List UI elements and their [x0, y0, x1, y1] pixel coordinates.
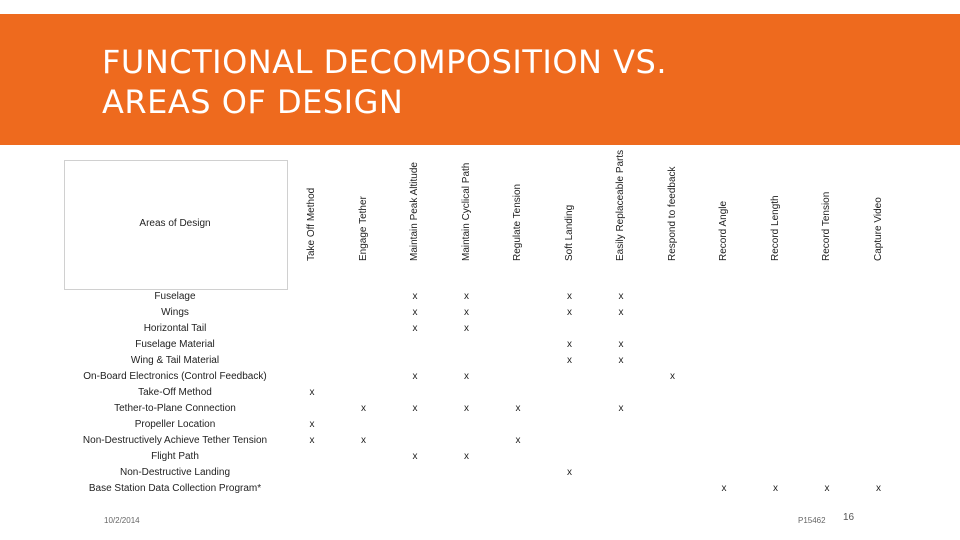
- table-mark: x: [464, 403, 469, 414]
- column-header-label: Regulate Tension: [512, 183, 523, 261]
- slide-title-line-2: AREAS OF DESIGN: [102, 83, 404, 121]
- table-mark: x: [309, 419, 315, 430]
- table-mark: x: [412, 371, 418, 382]
- row-label: Take-Off Method: [138, 387, 212, 398]
- table-mark: x: [464, 323, 469, 334]
- page-number: 16: [843, 512, 855, 523]
- table-mark: x: [567, 339, 572, 350]
- table-mark: x: [412, 307, 418, 318]
- table-mark: x: [309, 435, 315, 446]
- table-mark: x: [567, 467, 572, 478]
- row-label: Non-Destructive Landing: [119, 467, 231, 478]
- row-label: Fuselage Material: [135, 339, 215, 350]
- row-label: Horizontal Tail: [143, 323, 207, 334]
- table-mark: x: [464, 451, 469, 462]
- table-mark: x: [670, 371, 675, 382]
- column-header-label: Maintain Cyclical Path: [460, 162, 472, 261]
- row-label: Propeller Location: [134, 419, 216, 430]
- table-mark: x: [515, 435, 521, 446]
- column-header-label: Take Off Method: [306, 187, 317, 261]
- table-mark: x: [464, 307, 469, 318]
- table-mark: x: [412, 451, 418, 462]
- column-header-label: Record Angle: [718, 200, 729, 261]
- table-mark: x: [618, 355, 624, 366]
- footer-date: 10/2/2014: [104, 516, 140, 525]
- table-mark: x: [618, 403, 624, 414]
- column-header-label: Record Tension: [821, 191, 832, 261]
- table-mark: x: [618, 307, 624, 318]
- row-label: Wings: [161, 307, 189, 318]
- column-header-label: Record Length: [769, 195, 781, 261]
- table-mark: x: [567, 355, 572, 366]
- column-header-label: Respond to feedback: [666, 166, 678, 261]
- table-mark: x: [412, 291, 418, 302]
- table-mark: x: [412, 323, 418, 334]
- table-mark: x: [361, 435, 366, 446]
- table-mark: x: [824, 483, 830, 494]
- row-label: Non-Destructively Achieve Tether Tension: [82, 435, 268, 446]
- table-mark: x: [773, 483, 778, 494]
- slide-title-line-1: FUNCTIONAL DECOMPOSITION VS.: [102, 43, 667, 81]
- table-mark: x: [464, 371, 469, 382]
- table-mark: x: [618, 339, 624, 350]
- column-header-label: Engage Tether: [357, 196, 369, 261]
- table-mark: x: [309, 387, 315, 398]
- table-mark: x: [876, 483, 881, 494]
- column-header-label: Capture Video: [872, 197, 884, 261]
- row-label: Base Station Data Collection Program*: [88, 483, 262, 494]
- column-header-label: Easily Replaceable Parts: [615, 149, 626, 261]
- row-label: Tether-to-Plane Connection: [114, 403, 236, 414]
- table-mark: x: [567, 291, 572, 302]
- column-header-label: Soft Landing: [563, 204, 575, 261]
- footer-code: P15462: [798, 516, 826, 525]
- row-label: On-Board Electronics (Control Feedback): [83, 371, 267, 382]
- table-corner-label: Areas of Design: [139, 218, 211, 229]
- table-mark: x: [412, 403, 418, 414]
- row-label: Wing & Tail Material: [130, 355, 220, 366]
- table-mark: x: [515, 403, 521, 414]
- row-label: Flight Path: [151, 451, 199, 462]
- column-header-label: Maintain Peak Altitude: [409, 162, 420, 261]
- row-label: Fuselage: [154, 291, 196, 302]
- table-mark: x: [721, 483, 727, 494]
- table-mark: x: [567, 307, 572, 318]
- table-mark: x: [464, 291, 469, 302]
- slide-title: [102, 42, 862, 122]
- table-mark: x: [361, 403, 366, 414]
- table-mark: x: [618, 291, 624, 302]
